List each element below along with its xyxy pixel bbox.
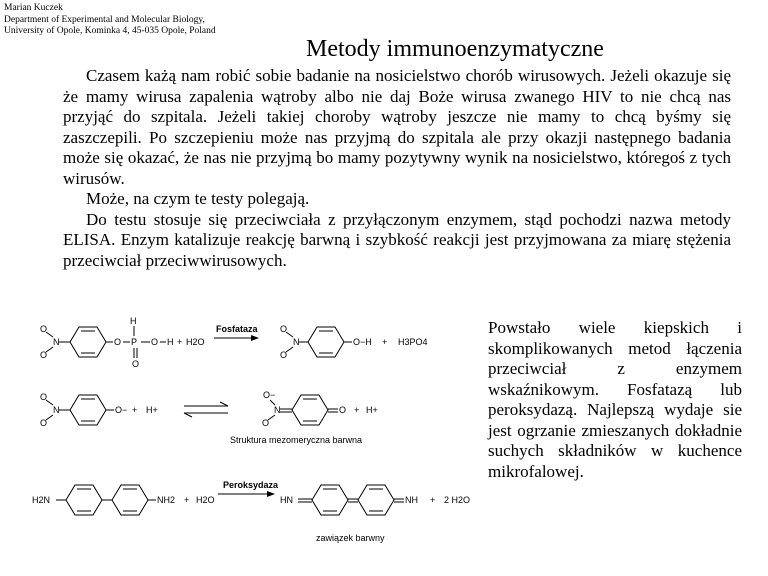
atom-label: N — [53, 337, 60, 347]
paragraph: Czasem każą nam robić sobie badanie na nosicielstwo chorób wirusowych. Jeżeli okazuje się że mamy wirusa zapalenia wątroby albo nie daj Boże wirusa zwanego HIV to nie chcą nas przyjąć do szpitala. Jeżeli takiej choroby wątroby jeszcze nie mamy to chcą byśmy się zaszczepili. Po szczepieniu może nas przyjmą do szpitala ale przy okazji następnego badania może się okazać, że nas nie przyjmą bo mamy pozytywny wynik na nosicielstwo, któregoś z tych wirusów. — [63, 66, 731, 188]
author-address: University of Opole, Kominka 4, 45-035 Opole, Poland — [4, 26, 216, 36]
atom-label: NH2 — [157, 495, 176, 505]
body-text — [63, 66, 731, 271]
plus-sign: + — [430, 495, 436, 505]
atom-label: N — [274, 405, 281, 415]
paragraph: Do testu stosuje się przeciwciała z przyłączonym enzymem, stąd pochodzi nazwa metody ELISA. Enzym katalizuje reakcję barwną i szybkość reakcji jest przyjmowana za miarę stężenia przeciwciał przeciwwirusowych. — [63, 209, 731, 270]
atom-label: N — [293, 337, 300, 347]
atom-label: H2N — [32, 495, 51, 505]
atom-label: O — [262, 418, 270, 428]
reagent-label: H3PO4 — [398, 337, 428, 347]
diagram-caption: zawiązek barwny — [316, 533, 385, 543]
plus-sign: + — [132, 405, 138, 415]
plus-sign: + — [354, 405, 360, 415]
reagent-label: 2 H2O — [444, 495, 471, 505]
atom-label: HN — [280, 495, 293, 505]
paragraph: Może, na czym te testy polegają. — [86, 189, 310, 208]
atom-label: P — [131, 337, 138, 347]
plus-sign: + — [382, 337, 388, 347]
atom-label: O− — [115, 405, 128, 415]
slide-title: Metody immunoenzymatyczne — [306, 36, 604, 62]
atom-label: O — [280, 350, 288, 360]
reagent-label: H2O — [186, 337, 205, 347]
atom-label: H — [130, 316, 137, 326]
atom-label: H — [167, 337, 174, 347]
plus-sign: + — [177, 337, 183, 347]
atom-label: O− — [263, 390, 276, 400]
atom-label: O — [280, 324, 288, 334]
atom-label: O−H — [353, 337, 372, 347]
reaction-diagram — [20, 312, 490, 552]
enzyme-label: Fosfataza — [216, 324, 258, 334]
author-name: Marian Kuczek — [4, 3, 63, 13]
atom-label: O — [40, 418, 48, 428]
atom-label: O — [40, 350, 48, 360]
author-department: Department of Experimental and Molecular Biology, — [4, 14, 205, 25]
atom-label: O — [339, 405, 347, 415]
atom-label: N — [53, 405, 60, 415]
author-block — [4, 3, 216, 38]
reagent-label: H+ — [366, 405, 378, 415]
atom-label: O — [132, 359, 140, 369]
atom-label: O — [40, 392, 48, 402]
atom-label: NH — [405, 495, 418, 505]
atom-label: O — [151, 337, 159, 347]
reagent-label: H+ — [146, 405, 158, 415]
plus-sign: + — [184, 495, 190, 505]
diagram-caption: Struktura mezomeryczna barwna — [230, 435, 363, 445]
side-text: Powstało wiele kiepskich i skomplikowanych metod łączenia przeciwciał z enzymem wskaźnikowym. Fosfatazą lub peroksydazą. Najlepszą wydaje sie jest ogrzanie zmieszanych dokładnie suchych składników w kuchence mikrofalowej. — [488, 318, 742, 481]
reagent-label: H2O — [196, 495, 215, 505]
enzyme-label: Peroksydaza — [223, 480, 279, 490]
atom-label: O — [40, 324, 48, 334]
atom-label: O — [114, 337, 122, 347]
